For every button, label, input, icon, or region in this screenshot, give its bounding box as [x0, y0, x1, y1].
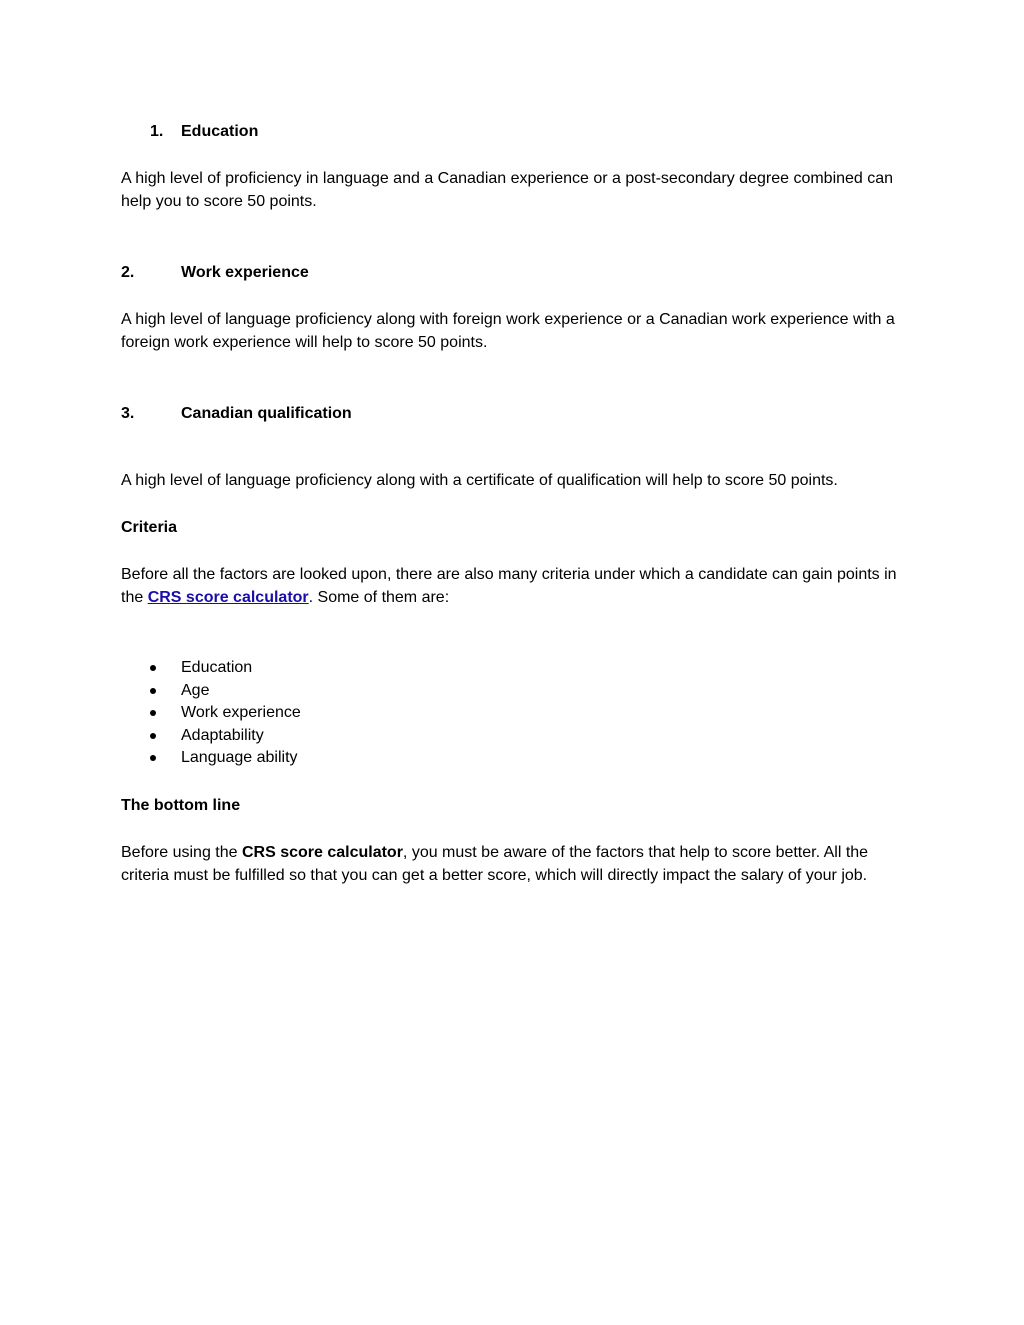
- section-2-body: A high level of language proficiency along with foreign work experience or a Canadian work experience with a foreign work experience will help to score 50 points.: [121, 311, 895, 351]
- section-1-number: 1.: [150, 123, 164, 140]
- list-item-label: Age: [181, 681, 210, 699]
- bottom-line-heading: The bottom line: [121, 797, 241, 814]
- section-1-body: A high level of proficiency in language and a Canadian experience or a post-secondary degree combined can help you to score 50 points.: [121, 170, 894, 210]
- bullet-icon: [150, 710, 156, 716]
- section-3-number: 3.: [121, 405, 135, 422]
- criteria-intro: [121, 564, 911, 609]
- criteria-intro-after: . Some of them are:: [308, 588, 450, 606]
- section-2-number: 2.: [121, 264, 135, 281]
- bullet-icon: [150, 733, 156, 739]
- section-1-heading: Education: [181, 123, 259, 140]
- list-item-label: Adaptability: [181, 726, 264, 744]
- bottom-line-bold-term: CRS score calculator: [241, 844, 403, 861]
- list-item-label: Education: [181, 659, 253, 676]
- criteria-intro-before: Before all the factors are looked upon, there are also many criteria under which a candidate can gain points in the: [121, 566, 897, 606]
- bottom-line-body: [121, 842, 911, 887]
- bullet-icon: [150, 755, 156, 761]
- list-item-label: Language ability: [181, 749, 298, 766]
- section-3-body: A high level of language proficiency along with a certificate of qualification will help to score 50 points.: [121, 472, 838, 489]
- crs-score-calculator-link[interactable]: CRS score calculator: [147, 588, 309, 606]
- section-3-heading: Canadian qualification: [181, 405, 352, 422]
- bullet-icon: [150, 665, 156, 671]
- list-item-label: Work experience: [181, 704, 301, 721]
- bullet-icon: [150, 688, 156, 694]
- bottom-line-text-after: , you must be aware of the factors that help to score better. All the criteria must be fulfilled so that you can get a better score, which will directly impact the salary of your job.: [121, 844, 869, 884]
- criteria-heading: Criteria: [121, 519, 178, 536]
- section-2-heading: Work experience: [181, 264, 309, 281]
- bottom-line-text-before: Before using the: [121, 844, 242, 861]
